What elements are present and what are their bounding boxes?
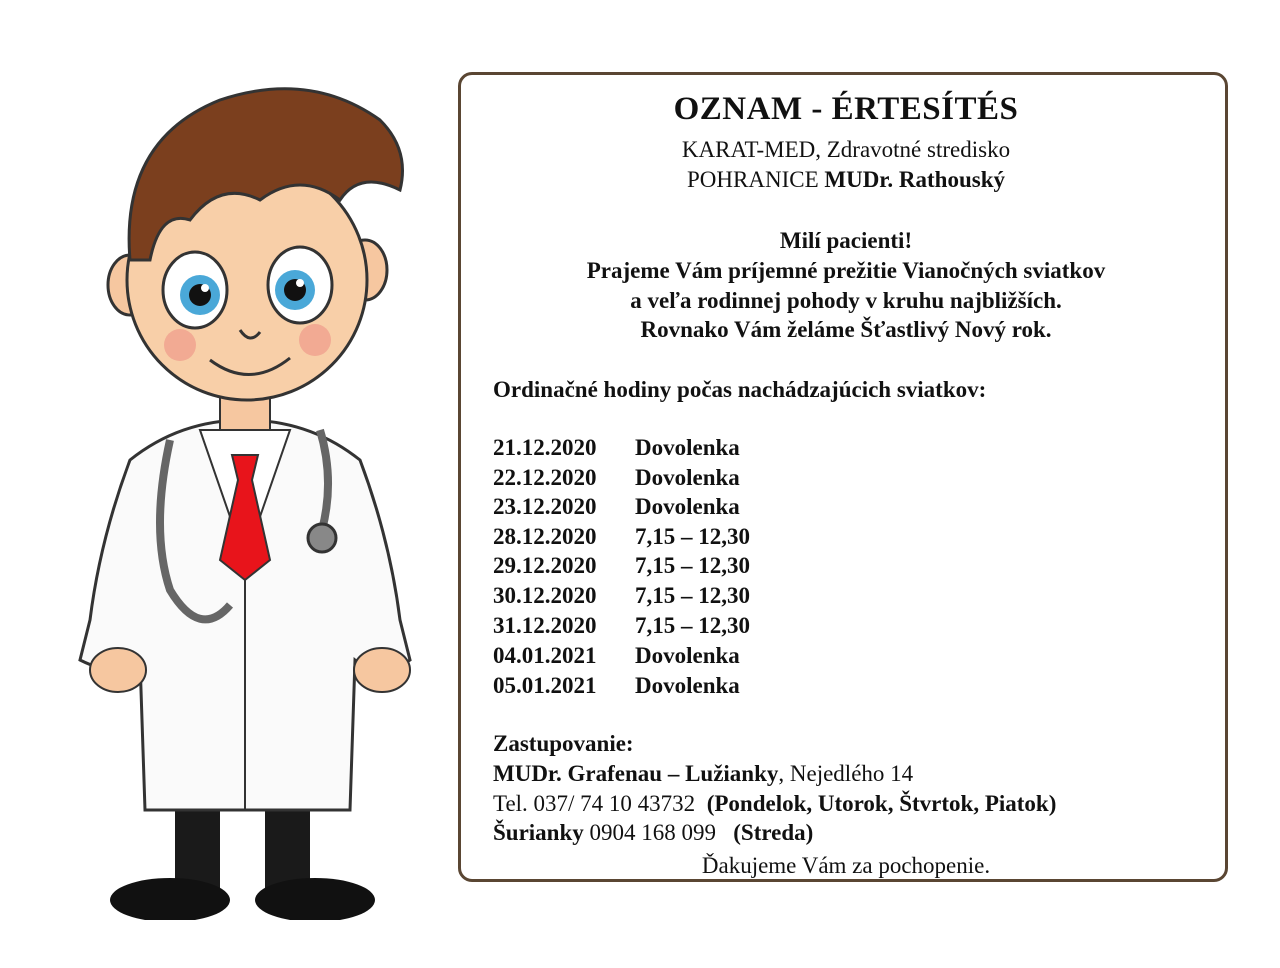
substitute-doctor: MUDr. Grafenau – Lužianky: [493, 761, 779, 786]
schedule-value: Dovolenka: [635, 673, 740, 698]
substitute-phone: Tel. 037/ 74 10 43732: [493, 791, 696, 816]
schedule-row: [493, 465, 740, 491]
schedule-date: 22.12.2020: [493, 465, 597, 490]
schedule-value: Dovolenka: [635, 643, 740, 668]
schedule-date: 30.12.2020: [493, 583, 597, 608]
schedule-date: 28.12.2020: [493, 524, 597, 549]
schedule-value: 7,15 – 12,30: [635, 553, 750, 578]
substitute-address: , Nejedlého 14: [778, 761, 914, 786]
location-line: [461, 167, 1231, 193]
schedule-row: [493, 643, 740, 669]
second-substitute-phone: 0904 168 099: [583, 820, 717, 845]
thanks-line: Ďakujeme Vám za pochopenie.: [701, 853, 991, 878]
schedule-date: 04.01.2021: [493, 643, 597, 668]
schedule-row: [493, 673, 740, 699]
schedule-date: 23.12.2020: [493, 494, 597, 519]
wish-line-3: Rovnako Vám želáme Šťastlivý Nový rok.: [640, 317, 1052, 342]
schedule-date: 31.12.2020: [493, 613, 597, 638]
schedule-value: 7,15 – 12,30: [635, 583, 750, 608]
schedule-date: 29.12.2020: [493, 553, 597, 578]
wish-line-1: Prajeme Vám príjemné prežitie Vianočných sviatkov: [586, 258, 1106, 283]
schedule-value: 7,15 – 12,30: [635, 524, 750, 549]
substitute-doctor-line: [493, 761, 913, 787]
substitute-phone-days: (Pondelok, Utorok, Štvrtok, Piatok): [706, 791, 1057, 816]
schedule-row: [493, 613, 750, 639]
schedule-date: 05.01.2021: [493, 673, 597, 698]
schedule-value: Dovolenka: [635, 494, 740, 519]
substitute-phone-line: [493, 791, 1056, 817]
wish-line-2: a veľa rodinnej pohody v kruhu najbližších.: [630, 288, 1062, 313]
location: POHRANICE: [687, 167, 819, 192]
schedule-row: [493, 494, 740, 520]
second-substitute-place: Šurianky: [493, 820, 584, 845]
second-substitute-line: [493, 820, 813, 846]
schedule-value: 7,15 – 12,30: [635, 613, 750, 638]
hours-heading: Ordinačné hodiny počas nachádzajúcich sviatkov:: [493, 377, 987, 402]
schedule-row: [493, 524, 750, 550]
schedule-value: Dovolenka: [635, 465, 740, 490]
notice-box: [458, 72, 1228, 882]
schedule-row: [493, 435, 740, 461]
notice-title: OZNAM - ÉRTESÍTÉS: [673, 91, 1019, 127]
schedule-date: 21.12.2020: [493, 435, 597, 460]
doctor-name: MUDr. Rathouský: [824, 167, 1005, 192]
substitution-heading: Zastupovanie:: [493, 731, 634, 756]
doctor-illustration: [60, 60, 430, 920]
schedule-row: [493, 583, 750, 609]
second-substitute-days: (Streda): [733, 820, 814, 845]
schedule-value: Dovolenka: [635, 435, 740, 460]
clinic-line: KARAT-MED, Zdravotné stredisko: [681, 137, 1011, 162]
schedule-row: [493, 553, 750, 579]
greeting: Milí pacienti!: [779, 228, 913, 253]
